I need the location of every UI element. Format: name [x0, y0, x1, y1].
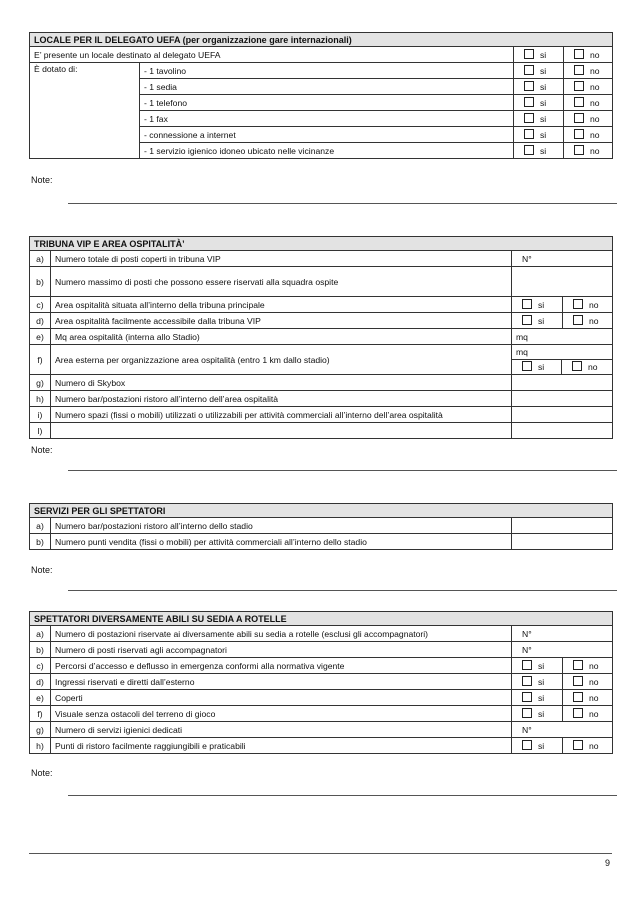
note-label: Note:: [31, 445, 53, 455]
checkbox-si[interactable]: [524, 49, 534, 59]
si-label: si: [538, 315, 545, 326]
si-label: si: [540, 81, 547, 92]
no-label: no: [590, 49, 600, 60]
no-label: no: [590, 65, 600, 76]
row-text: Area ospitalità situata all’interno della tribuna principale: [51, 297, 512, 313]
checkbox-si[interactable]: [524, 81, 534, 91]
row-letter: e): [30, 690, 51, 706]
checkbox-si[interactable]: [524, 113, 534, 123]
row-text: Numero di posti riservati agli accompagnatori: [51, 642, 512, 658]
value-field[interactable]: N°: [512, 722, 613, 738]
value-field[interactable]: N°: [512, 642, 613, 658]
checkbox-no[interactable]: [573, 660, 583, 670]
row-letter: a): [30, 251, 51, 267]
row-text: Area ospitalità facilmente accessibile dalla tribuna VIP: [51, 313, 512, 329]
row-text: Ingressi riservati e diretti dall’esterno: [51, 674, 512, 690]
section-vip-area: [29, 236, 612, 439]
value-field[interactable]: mq: [516, 347, 528, 357]
no-label: no: [589, 315, 599, 326]
row-text: Numero di Skybox: [51, 375, 512, 391]
checkbox-no[interactable]: [572, 361, 582, 371]
row-text: Numero massimo di posti che possono essere riservati alla squadra ospite: [51, 267, 512, 297]
equipment-item: - 1 tavolino: [140, 63, 514, 79]
section-title: LOCALE PER IL DELEGATO UEFA (per organizzazione gare internazionali): [30, 33, 613, 47]
checkbox-no[interactable]: [574, 145, 584, 155]
no-label: no: [589, 740, 599, 751]
row-letter: a): [30, 518, 51, 534]
no-label: no: [588, 362, 598, 372]
row-letter: f): [30, 706, 51, 722]
checkbox-si[interactable]: [522, 676, 532, 686]
value-field[interactable]: mq: [512, 329, 613, 345]
row-text: Percorsi d’accesso e deflusso in emergenza conformi alla normativa vigente: [51, 658, 512, 674]
checkbox-no[interactable]: [573, 692, 583, 702]
checkbox-si[interactable]: [522, 361, 532, 371]
checkbox-no[interactable]: [573, 315, 583, 325]
checkbox-si[interactable]: [522, 660, 532, 670]
row-letter: b): [30, 534, 51, 550]
equipment-item: - 1 servizio igienico idoneo ubicato nelle vicinanze: [140, 143, 514, 159]
row-letter: b): [30, 267, 51, 297]
row-letter: g): [30, 375, 51, 391]
area-esterna-cell: [512, 345, 613, 375]
note-label: Note:: [31, 175, 53, 185]
row-letter: i): [30, 407, 51, 423]
value-field[interactable]: [512, 518, 613, 534]
row-letter: b): [30, 642, 51, 658]
si-label: si: [538, 708, 545, 719]
no-label: no: [590, 145, 600, 156]
checkbox-si[interactable]: [524, 129, 534, 139]
section-title: SERVIZI PER GLI SPETTATORI: [30, 504, 613, 518]
section-title: TRIBUNA VIP E AREA OSPITALITÀ’: [30, 237, 613, 251]
row-letter: h): [30, 391, 51, 407]
si-label: si: [538, 740, 545, 751]
row-letter: g): [30, 722, 51, 738]
section-disabled-spectators: [29, 611, 612, 754]
no-label: no: [589, 676, 599, 687]
row-text: Numero di postazioni riservate ai diversamente abili su sedia a rotelle (esclusi gli accompagnatori): [51, 626, 512, 642]
checkbox-no[interactable]: [574, 49, 584, 59]
row-text: Numero di servizi igienici dedicati: [51, 722, 512, 738]
value-field[interactable]: N°: [512, 626, 613, 642]
row-text: Mq area ospitalità (interna allo Stadio): [51, 329, 512, 345]
note-line[interactable]: [68, 470, 617, 471]
value-field[interactable]: N°: [512, 251, 613, 267]
no-label: no: [589, 299, 599, 310]
note-line[interactable]: [68, 203, 617, 204]
row-text: Numero punti vendita (fissi o mobili) per attività commerciali all’interno dello stadio: [51, 534, 512, 550]
si-label: si: [540, 145, 547, 156]
note-line[interactable]: [68, 795, 617, 796]
checkbox-no[interactable]: [574, 81, 584, 91]
checkbox-no[interactable]: [574, 65, 584, 75]
equipment-item: - 1 fax: [140, 111, 514, 127]
checkbox-si[interactable]: [524, 65, 534, 75]
checkbox-no[interactable]: [574, 113, 584, 123]
si-label: si: [540, 113, 547, 124]
row-letter: c): [30, 297, 51, 313]
checkbox-no[interactable]: [574, 129, 584, 139]
row-text: Numero spazi (fissi o mobili) utilizzati o utilizzabili per attività commerciali all’interno dell’area ospitalità: [51, 407, 512, 423]
row-text: Visuale senza ostacoli del terreno di gioco: [51, 706, 512, 722]
checkbox-si[interactable]: [524, 145, 534, 155]
checkbox-no[interactable]: [573, 740, 583, 750]
row-letter: a): [30, 626, 51, 642]
value-field[interactable]: [512, 407, 613, 423]
row-letter: d): [30, 674, 51, 690]
row-text: Numero bar/postazioni ristoro all’interno dell’area ospitalità: [51, 391, 512, 407]
section-spectator-services: [29, 503, 612, 550]
no-label: no: [589, 708, 599, 719]
si-label: si: [538, 299, 545, 310]
row-text: Numero bar/postazioni ristoro all’interno dello stadio: [51, 518, 512, 534]
value-field[interactable]: [512, 267, 613, 297]
row-letter: f): [30, 345, 51, 375]
checkbox-no[interactable]: [573, 708, 583, 718]
si-label: si: [540, 97, 547, 108]
row-letter: h): [30, 738, 51, 754]
equipment-item: - 1 sedia: [140, 79, 514, 95]
checkbox-si[interactable]: [522, 692, 532, 702]
note-line[interactable]: [68, 590, 617, 591]
si-label: si: [538, 660, 545, 671]
no-label: no: [590, 97, 600, 108]
row-letter: c): [30, 658, 51, 674]
section-title: SPETTATORI DIVERSAMENTE ABILI SU SEDIA A ROTELLE: [30, 612, 613, 626]
no-label: no: [590, 81, 600, 92]
row-text: Punti di ristoro facilmente raggiungibili e praticabili: [51, 738, 512, 754]
equipment-item: - connessione a internet: [140, 127, 514, 143]
presence-question: E’ presente un locale destinato al delegato UEFA: [30, 47, 514, 63]
value-field[interactable]: [512, 375, 613, 391]
page-number: 9: [604, 858, 610, 868]
si-label: si: [538, 676, 545, 687]
row-letter: d): [30, 313, 51, 329]
checkbox-si[interactable]: [522, 299, 532, 309]
no-label: no: [589, 692, 599, 703]
no-label: no: [590, 129, 600, 140]
footer-divider: [29, 853, 612, 854]
si-label: si: [540, 49, 547, 60]
checkbox-no[interactable]: [574, 97, 584, 107]
row-text[interactable]: [51, 423, 512, 439]
equipped-label: È dotato di:: [30, 63, 140, 159]
si-label: si: [538, 362, 545, 372]
equipment-item: - 1 telefono: [140, 95, 514, 111]
row-letter: l): [30, 423, 51, 439]
checkbox-no[interactable]: [573, 676, 583, 686]
checkbox-si[interactable]: [522, 708, 532, 718]
note-label: Note:: [31, 768, 53, 778]
si-label: si: [538, 692, 545, 703]
checkbox-no[interactable]: [573, 299, 583, 309]
row-text: Numero totale di posti coperti in tribuna VIP: [51, 251, 512, 267]
row-text: Coperti: [51, 690, 512, 706]
checkbox-si[interactable]: [522, 315, 532, 325]
note-label: Note:: [31, 565, 53, 575]
checkbox-si[interactable]: [522, 740, 532, 750]
value-field[interactable]: [512, 534, 613, 550]
row-letter: e): [30, 329, 51, 345]
section-uefa-delegate: [29, 32, 612, 159]
si-label: si: [540, 65, 547, 76]
no-label: no: [590, 113, 600, 124]
si-label: si: [540, 129, 547, 140]
row-text: Area esterna per organizzazione area ospitalità (entro 1 km dallo stadio): [51, 345, 512, 375]
checkbox-si[interactable]: [524, 97, 534, 107]
value-field[interactable]: [512, 423, 613, 439]
no-label: no: [589, 660, 599, 671]
value-field[interactable]: [512, 391, 613, 407]
